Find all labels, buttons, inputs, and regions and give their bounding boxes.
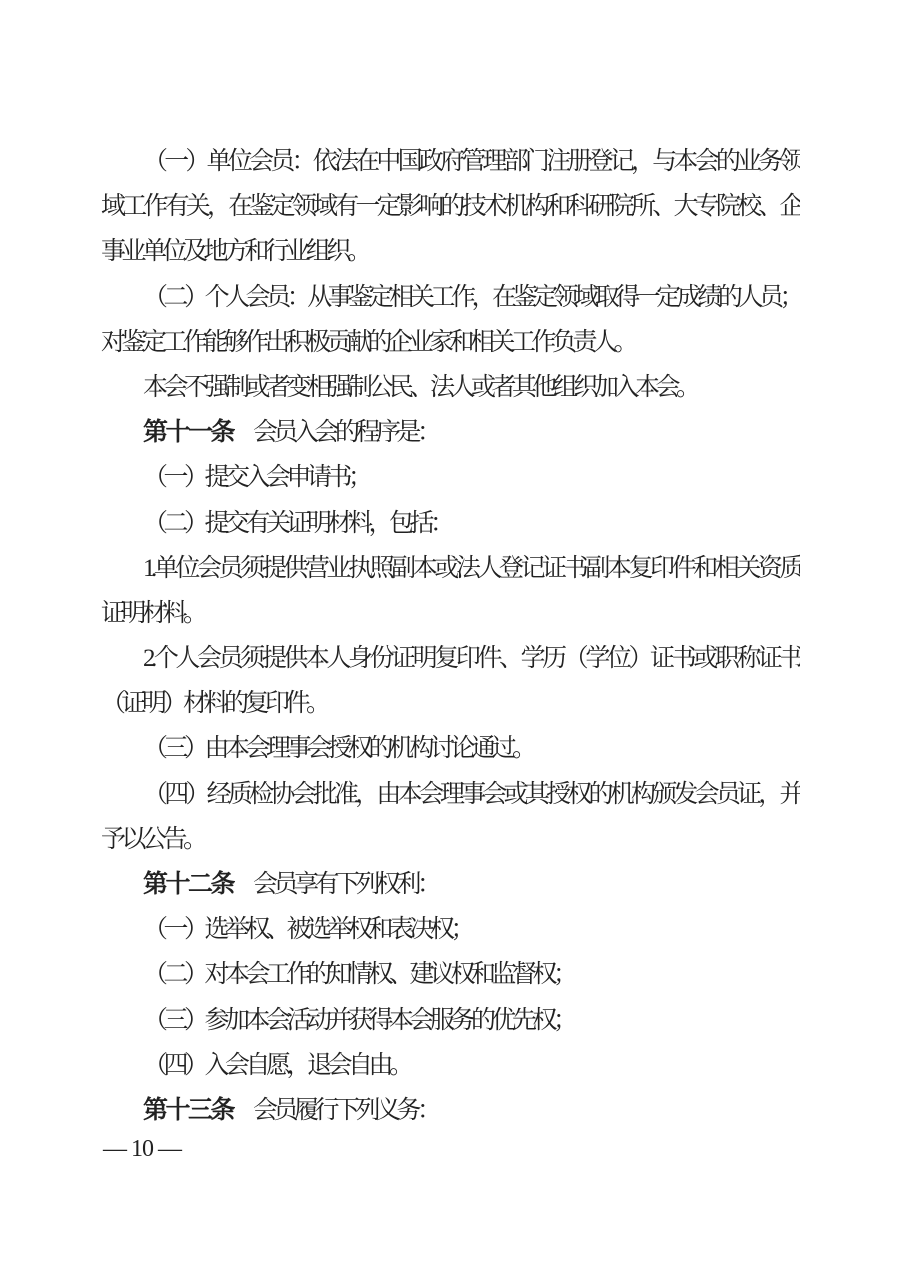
text-line: 域工作有关，在鉴定领域有一定影响的技术机构和科研院所、大专院校、企 (101, 193, 800, 221)
text-line: （一）提交入会申请书； (143, 464, 369, 492)
text-line: 对鉴定工作能够作出积极贡献的企业家和相关工作负责人。 (101, 328, 635, 356)
text-line: （四）经质检协会批准，由本会理事会或其授权的机构颁发会员证，并 (143, 780, 800, 808)
text-line: （二）对本会工作的知情权、建议权和监督权； (143, 961, 574, 989)
article-number: 第十三条 (143, 1096, 234, 1124)
text-line: 本会不强制或者变相强制公民、法人或者其他组织加入本会。 (143, 373, 697, 401)
text-line: （四）入会自愿，退会自由。 (143, 1051, 410, 1079)
article-heading-line: 第十二条 会员享有下列权利： (143, 871, 438, 898)
text-line: 证明材料。 (101, 599, 204, 627)
document-lines (101, 139, 800, 1133)
page-number-footer: — 10 — (103, 1136, 181, 1162)
text-line: 2.个人会员须提供本人身份证明复印件、学历（学位）证书或职称证书 (143, 645, 800, 673)
text-line: （二）提交有关证明材料，包括： (143, 509, 451, 537)
text-line: 事业单位及地方和行业组织。 (101, 238, 368, 266)
text-line: （一）选举权、被选举权和表决权； (143, 916, 472, 944)
text-line: （三）由本会理事会授权的机构讨论通过。 (143, 735, 533, 763)
article-heading-line: 第十一条 会员入会的程序是： (143, 419, 438, 447)
text-line: （三）参加本会活动并获得本会服务的优先权； (143, 1006, 574, 1034)
text-line: （证明）材料的复印件。 (101, 690, 327, 718)
article-number: 第十二条 (143, 871, 234, 898)
text-line: （二）个人会员：从事鉴定相关工作，在鉴定领域取得一定成绩的人员； (143, 283, 800, 311)
text-line: （一）单位会员：依法在中国政府管理部门注册登记，与本会的业务领 (143, 148, 800, 175)
article-number: 第十一条 (143, 419, 234, 447)
text-line: 予以公告。 (101, 825, 204, 853)
article-heading-line: 第十三条 会员履行下列义务： (143, 1096, 438, 1124)
text-line: 1.单位会员须提供营业执照副本或法人登记证书副本复印件和相关资质 (143, 554, 800, 582)
